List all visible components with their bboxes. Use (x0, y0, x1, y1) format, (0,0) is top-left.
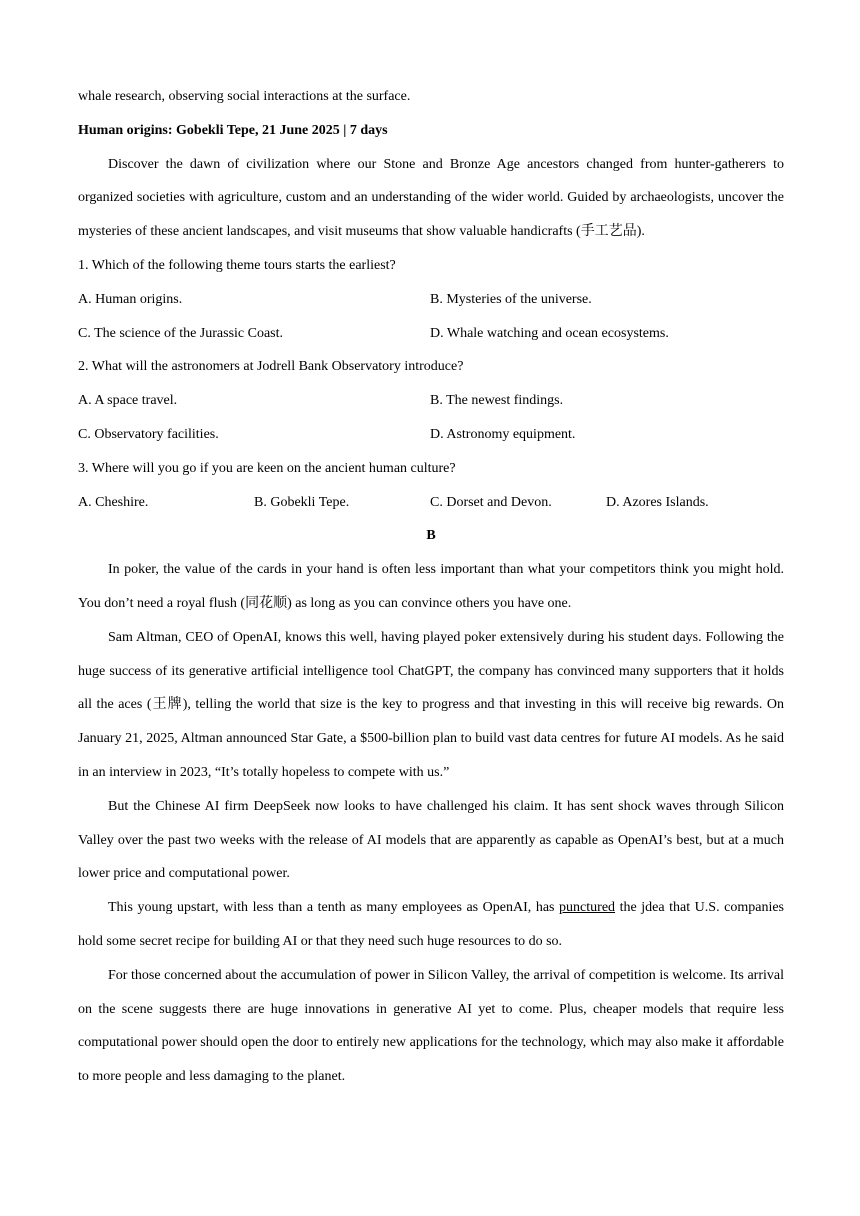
section-b-paragraph-5: For those concerned about the accumulation of power in Silicon Valley, the arrival of competition is welcome. Its arrival on the scene suggests there are huge innovations in generative AI yet to come. Plus, cheaper models that require less computational power should open the door to entirely new applications for the technology, which may also make it affordable to more people and less damaging to the planet. (78, 967, 784, 1085)
question-2-stem: 2. What will the astronomers at Jodrell Bank Observatory introduce? (78, 359, 464, 375)
question-3-options-row (78, 486, 784, 520)
question-2-options-row-2 (78, 418, 784, 452)
question-2-option-b: B. The newest findings. (430, 393, 564, 409)
question-3-option-b: B. Gobekli Tepe. (254, 494, 350, 510)
section-b-paragraph-4 (78, 891, 784, 959)
question-1-options-row-1 (78, 283, 784, 317)
underlined-word-punctured: punctured (559, 900, 616, 916)
intro-tail-text: whale research, observing social interactions at the surface. (78, 89, 411, 104)
section-b-paragraph-2: Sam Altman, CEO of OpenAI, knows this well, having played poker extensively during his student days. Following the huge success of its generative artificial intelligence tool ChatGPT, the company has convinced many supporters that it holds all the aces (王牌), telling the world that size is the key to progress and that investing in this will receive big rewards. On January 21, 2025, Altman announced Star Gate, a $500-billion plan to build vast data centres for future AI models. As he said in an interview in 2023, “It’s totally hopeless to compete with us.” (78, 629, 784, 780)
question-2-options-row-1 (78, 384, 784, 418)
document-page (78, 80, 784, 1094)
section-b-paragraph-1: In poker, the value of the cards in your hand is often less important than what your competitors think you might hold. You don’t need a royal flush (同花顺) as long as you can convince others you have one. (78, 562, 784, 611)
question-2-option-d: D. Astronomy equipment. (430, 426, 576, 442)
question-3-stem: 3. Where will you go if you are keen on the ancient human culture? (78, 460, 456, 476)
question-3-option-c: C. Dorset and Devon. (430, 494, 552, 510)
question-2-option-c: C. Observatory facilities. (78, 426, 219, 442)
tour-heading: Human origins: Gobekli Tepe, 21 June 2025 | 7 days (78, 122, 388, 138)
section-b-letter: B (426, 528, 436, 544)
question-1-option-a: A. Human origins. (78, 291, 183, 307)
paragraph-4-before: This young upstart, with less than a tenth as many employees as OpenAI, has (108, 900, 560, 916)
question-1-option-d: D. Whale watching and ocean ecosystems. (430, 325, 669, 341)
question-1-option-c: C. The science of the Jurassic Coast. (78, 325, 284, 341)
question-1-option-b: B. Mysteries of the universe. (430, 291, 592, 307)
tour-description: Discover the dawn of civilization where our Stone and Bronze Age ancestors changed from hunter-gatherers to organized societies with agriculture, custom and an understanding of the wider world. Guided by archaeologists, uncover the mysteries of these ancient landscapes, and visit museums that show valuable handicrafts (手工艺品). (78, 156, 784, 240)
question-2-option-a: A. A space travel. (78, 393, 178, 409)
question-3-option-d: D. Azores Islands. (606, 494, 709, 510)
question-1-options-row-2 (78, 317, 784, 351)
paragraph-4-after: the jdea that U.S. companies hold some secret recipe for building AI or that they need such huge resources to do so. (78, 900, 784, 949)
question-3-option-a: A. Cheshire. (78, 494, 149, 510)
question-1-stem: 1. Which of the following theme tours starts the earliest? (78, 257, 396, 273)
section-b-paragraph-3: But the Chinese AI firm DeepSeek now looks to have challenged his claim. It has sent shock waves through Silicon Valley over the past two weeks with the release of AI models that are apparently as capable as OpenAI’s best, but at a much lower price and computational power. (78, 798, 784, 882)
